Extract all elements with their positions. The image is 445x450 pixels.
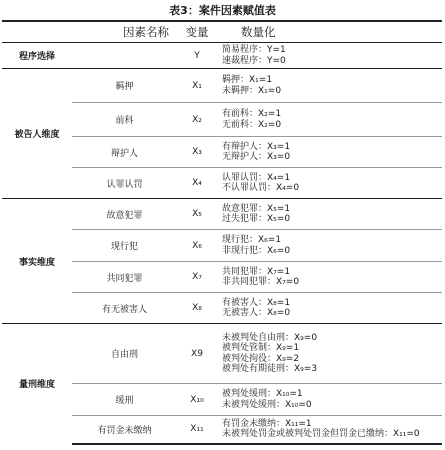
factor-cell: 认罪认罚 <box>72 168 177 199</box>
variable-cell: X₂ <box>177 103 217 137</box>
variable-cell: X₁₀ <box>177 384 217 416</box>
value-line: 被判处有期徒刑：X₉=3 <box>222 364 318 374</box>
value-line: 速裁程序：Y=0 <box>222 55 286 66</box>
value-cell <box>217 69 442 103</box>
factor-cell: 有无被害人 <box>72 293 177 324</box>
variable-cell: X₄ <box>177 168 217 199</box>
factor-cell: 现行犯 <box>72 230 177 262</box>
value-line: 有罚金未缴纳：X₁₁=1 <box>222 418 312 429</box>
value-line: 非共同犯罪：X₇=0 <box>222 277 300 287</box>
factor-cell: 故意犯罪 <box>72 199 177 230</box>
value-line: 被判处管制：X₉=1 <box>222 343 300 353</box>
value-line: 过失犯罪：X₅=0 <box>222 214 291 224</box>
factor-cell: 自由刑 <box>72 324 177 384</box>
value-cell <box>217 43 442 69</box>
value-cell <box>217 416 442 444</box>
variable-cell: X₆ <box>177 230 217 262</box>
value-line: 有被害人：X₈=1 <box>222 297 291 308</box>
factor-cell: 有罚金未缴纳 <box>72 416 177 444</box>
value-line: 被判处缓刑：X₁₀=1 <box>222 389 303 399</box>
value-cell <box>217 293 442 324</box>
variable-cell: X₇ <box>177 262 217 293</box>
value-line: 有前科：X₂=1 <box>222 109 282 119</box>
value-cell <box>217 324 442 384</box>
table-row <box>2 324 442 384</box>
variable-cell: X₅ <box>177 199 217 230</box>
value-line: 未被判处缓刑：X₁₀=0 <box>222 399 312 410</box>
header-dimension <box>2 21 72 43</box>
variable-cell: X₃ <box>177 137 217 168</box>
value-line: 羁押：X₁=1 <box>222 75 273 85</box>
variable-cell: X9 <box>177 324 217 384</box>
factor-cell: 辩护人 <box>72 137 177 168</box>
table-row <box>2 69 442 103</box>
value-line: 被判处拘役：X₉=2 <box>222 353 300 364</box>
header-quantification: 数量化 <box>217 21 442 43</box>
value-cell <box>217 230 442 262</box>
header-variable: 变量 <box>177 21 217 43</box>
table-row <box>2 43 442 69</box>
dimension-cell: 程序选择 <box>2 43 72 69</box>
value-line: 无前科：X₂=0 <box>222 119 282 130</box>
value-line: 简易程序：Y=1 <box>222 45 286 55</box>
factor-cell: 羁押 <box>72 69 177 103</box>
dimension-cell: 事实维度 <box>2 199 72 324</box>
table-row <box>2 199 442 230</box>
value-line: 共同犯罪：X₇=1 <box>222 266 291 277</box>
factor-cell: 缓刑 <box>72 384 177 416</box>
header-row <box>2 21 442 43</box>
value-line: 有辩护人：X₃=1 <box>222 141 291 152</box>
factor-cell: 共同犯罪 <box>72 262 177 293</box>
value-line: 认罪认罚：X₄=1 <box>222 172 291 183</box>
value-line: 无辩护人：X₃=0 <box>222 152 291 162</box>
factor-cell: 前科 <box>72 103 177 137</box>
factor-assignment-table <box>2 20 442 445</box>
variable-cell: X₈ <box>177 293 217 324</box>
variable-cell: X₁₁ <box>177 416 217 444</box>
value-cell <box>217 103 442 137</box>
value-line: 现行犯：X₆=1 <box>222 235 282 245</box>
factor-cell <box>72 43 177 69</box>
value-cell <box>217 199 442 230</box>
value-line: 不认罪认罚：X₄=0 <box>222 183 300 193</box>
header-factor: 因素名称 <box>72 21 177 43</box>
table-title: 表3：案件因素赋值表 <box>169 4 276 17</box>
value-cell <box>217 137 442 168</box>
value-line: 非现行犯：X₆=0 <box>222 245 291 256</box>
value-line: 未被判处罚金或被判处罚金但罚金已缴纳：X₁₁=0 <box>222 429 420 440</box>
dimension-cell: 被告人维度 <box>2 69 72 199</box>
value-line: 故意犯罪：X₅=1 <box>222 203 291 214</box>
variable-cell: X₁ <box>177 69 217 103</box>
value-cell <box>217 384 442 416</box>
value-line: 未被判处自由刑：X₉=0 <box>222 332 318 343</box>
dimension-cell: 量刑维度 <box>2 324 72 444</box>
value-line: 未羁押：X₁=0 <box>222 85 282 96</box>
value-line: 无被害人：X₈=0 <box>222 308 291 318</box>
value-cell <box>217 262 442 293</box>
variable-cell: Y <box>177 43 217 69</box>
value-cell <box>217 168 442 199</box>
